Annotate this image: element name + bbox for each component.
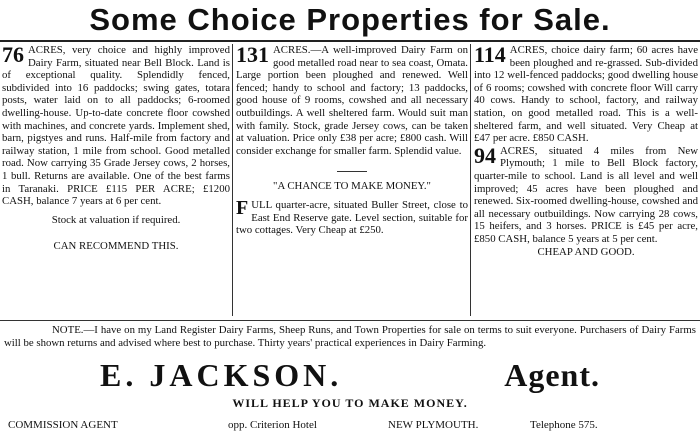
slogan: WILL HELP YOU TO MAKE MONEY.	[232, 396, 468, 410]
listing-column-1	[2, 44, 230, 253]
listing-body: ULL quarter-acre, situated Buller Street, close to East End Reserve gate. Level section, suitable for two cottages. Very Cheap at £250.	[236, 198, 468, 237]
agent-signature	[100, 358, 600, 392]
lot-number: 131	[236, 42, 269, 67]
closing-line: CHEAP AND GOOD.	[537, 245, 635, 258]
stock-note: Stock at valuation if required.	[51, 213, 181, 226]
chance-listing	[236, 196, 468, 237]
footer	[0, 419, 700, 433]
lot-number: 94	[474, 142, 496, 168]
chance-heading: "A CHANCE TO MAKE MONEY."	[273, 180, 431, 193]
footer-location: opp. Criterion Hotel	[228, 419, 317, 431]
footer-town: NEW PLYMOUTH.	[388, 419, 479, 431]
agent-name: E. JACKSON.	[100, 357, 343, 393]
listing-body: ACRES.—A well-improved Dairy Farm on good metalled road near to sea coast, Omata. Large portion been ploughed and renewed. Well fenced; handy to school and factory; 13 paddocks, good house of 9 rooms, cowshed and all necessary outbuildings. A well sheltered farm. Would suit man with family. Stock, grade Jersey cows, can be taken at valuation. Price only £38 per acre; £800 cash. Will consider exchange for smaller farm. Splendid value.	[236, 44, 468, 157]
drop-letter: F	[236, 196, 249, 219]
listing-column-3	[474, 44, 698, 258]
headline: Some Choice Properties for Sale.	[89, 2, 611, 37]
note-paragraph: NOTE.—I have on my Land Register Dairy Farms, Sheep Runs, and Town Properties for sale on terms to suit everyone. Purchasers of Dairy Farms will be shown returns and advised where best to purchase. Thirty years' practical experiences in Dairy Farming.	[4, 324, 696, 349]
section-divider	[337, 171, 367, 172]
listing-column-2	[236, 44, 468, 237]
column-divider	[470, 44, 471, 316]
column-divider	[232, 44, 233, 316]
listing-body: ACRES, choice dairy farm; 60 acres have been ploughed and re-grassed. Sub-divided into 12 well-fenced paddocks; good dwelling house of 6 rooms; cowshed with concrete floor Will carry 40 cows. Handy to school, factory, and railway station, on good metalled road. This is a well-sheltered farm, and well situated. Very Cheap at £47 per acre. £850 CASH.	[474, 44, 698, 145]
listing-body: ACRES, very choice and highly improved Dairy Farm, situated near Bell Block. Land is of exceptional quality. Splendidly fenced, subdivided into 16 paddocks; swing gates, totara posts, water laid on to all paddocks; 6-roomed dwelling-house. Up-to-date concrete floor cowshed with machines, and concrete yards. Implement shed, barn, pigstyes and runs. Half-mile from factory and railway station, 1 mile from school. Good metalled road. Now carrying 35 Grade Jersey cows, 2 horses, 1 bull. Returns are available. One of the best farms in Taranaki. PRICE £115 PER ACRE; £1200 CASH, balance 7 years at 6 per cent.	[2, 44, 230, 208]
footer-role: COMMISSION AGENT	[8, 419, 118, 431]
lot-number: 76	[2, 42, 24, 67]
agent-title: Agent.	[504, 357, 600, 393]
headline-rule	[0, 40, 700, 42]
listing-body: ACRES, situated 4 miles from New Plymouth; 1 mile to Bell Block factory, quarter-mile to school. Land is all level and well improved; 45 acres have been ploughed and renewed. Six-roomed dwelling-house, cowshed and all necessary outbuildings. Now carrying 28 cows, 15 heifers, and 3 horses. PRICE is £45 per acre, £850 CASH, balance 5 years at 5 per cent.	[474, 144, 698, 245]
lot-number: 114	[474, 42, 506, 67]
footer-telephone: Telephone 575.	[530, 419, 598, 431]
footer-rule	[0, 320, 700, 321]
recommendation: CAN RECOMMEND THIS.	[53, 240, 179, 253]
